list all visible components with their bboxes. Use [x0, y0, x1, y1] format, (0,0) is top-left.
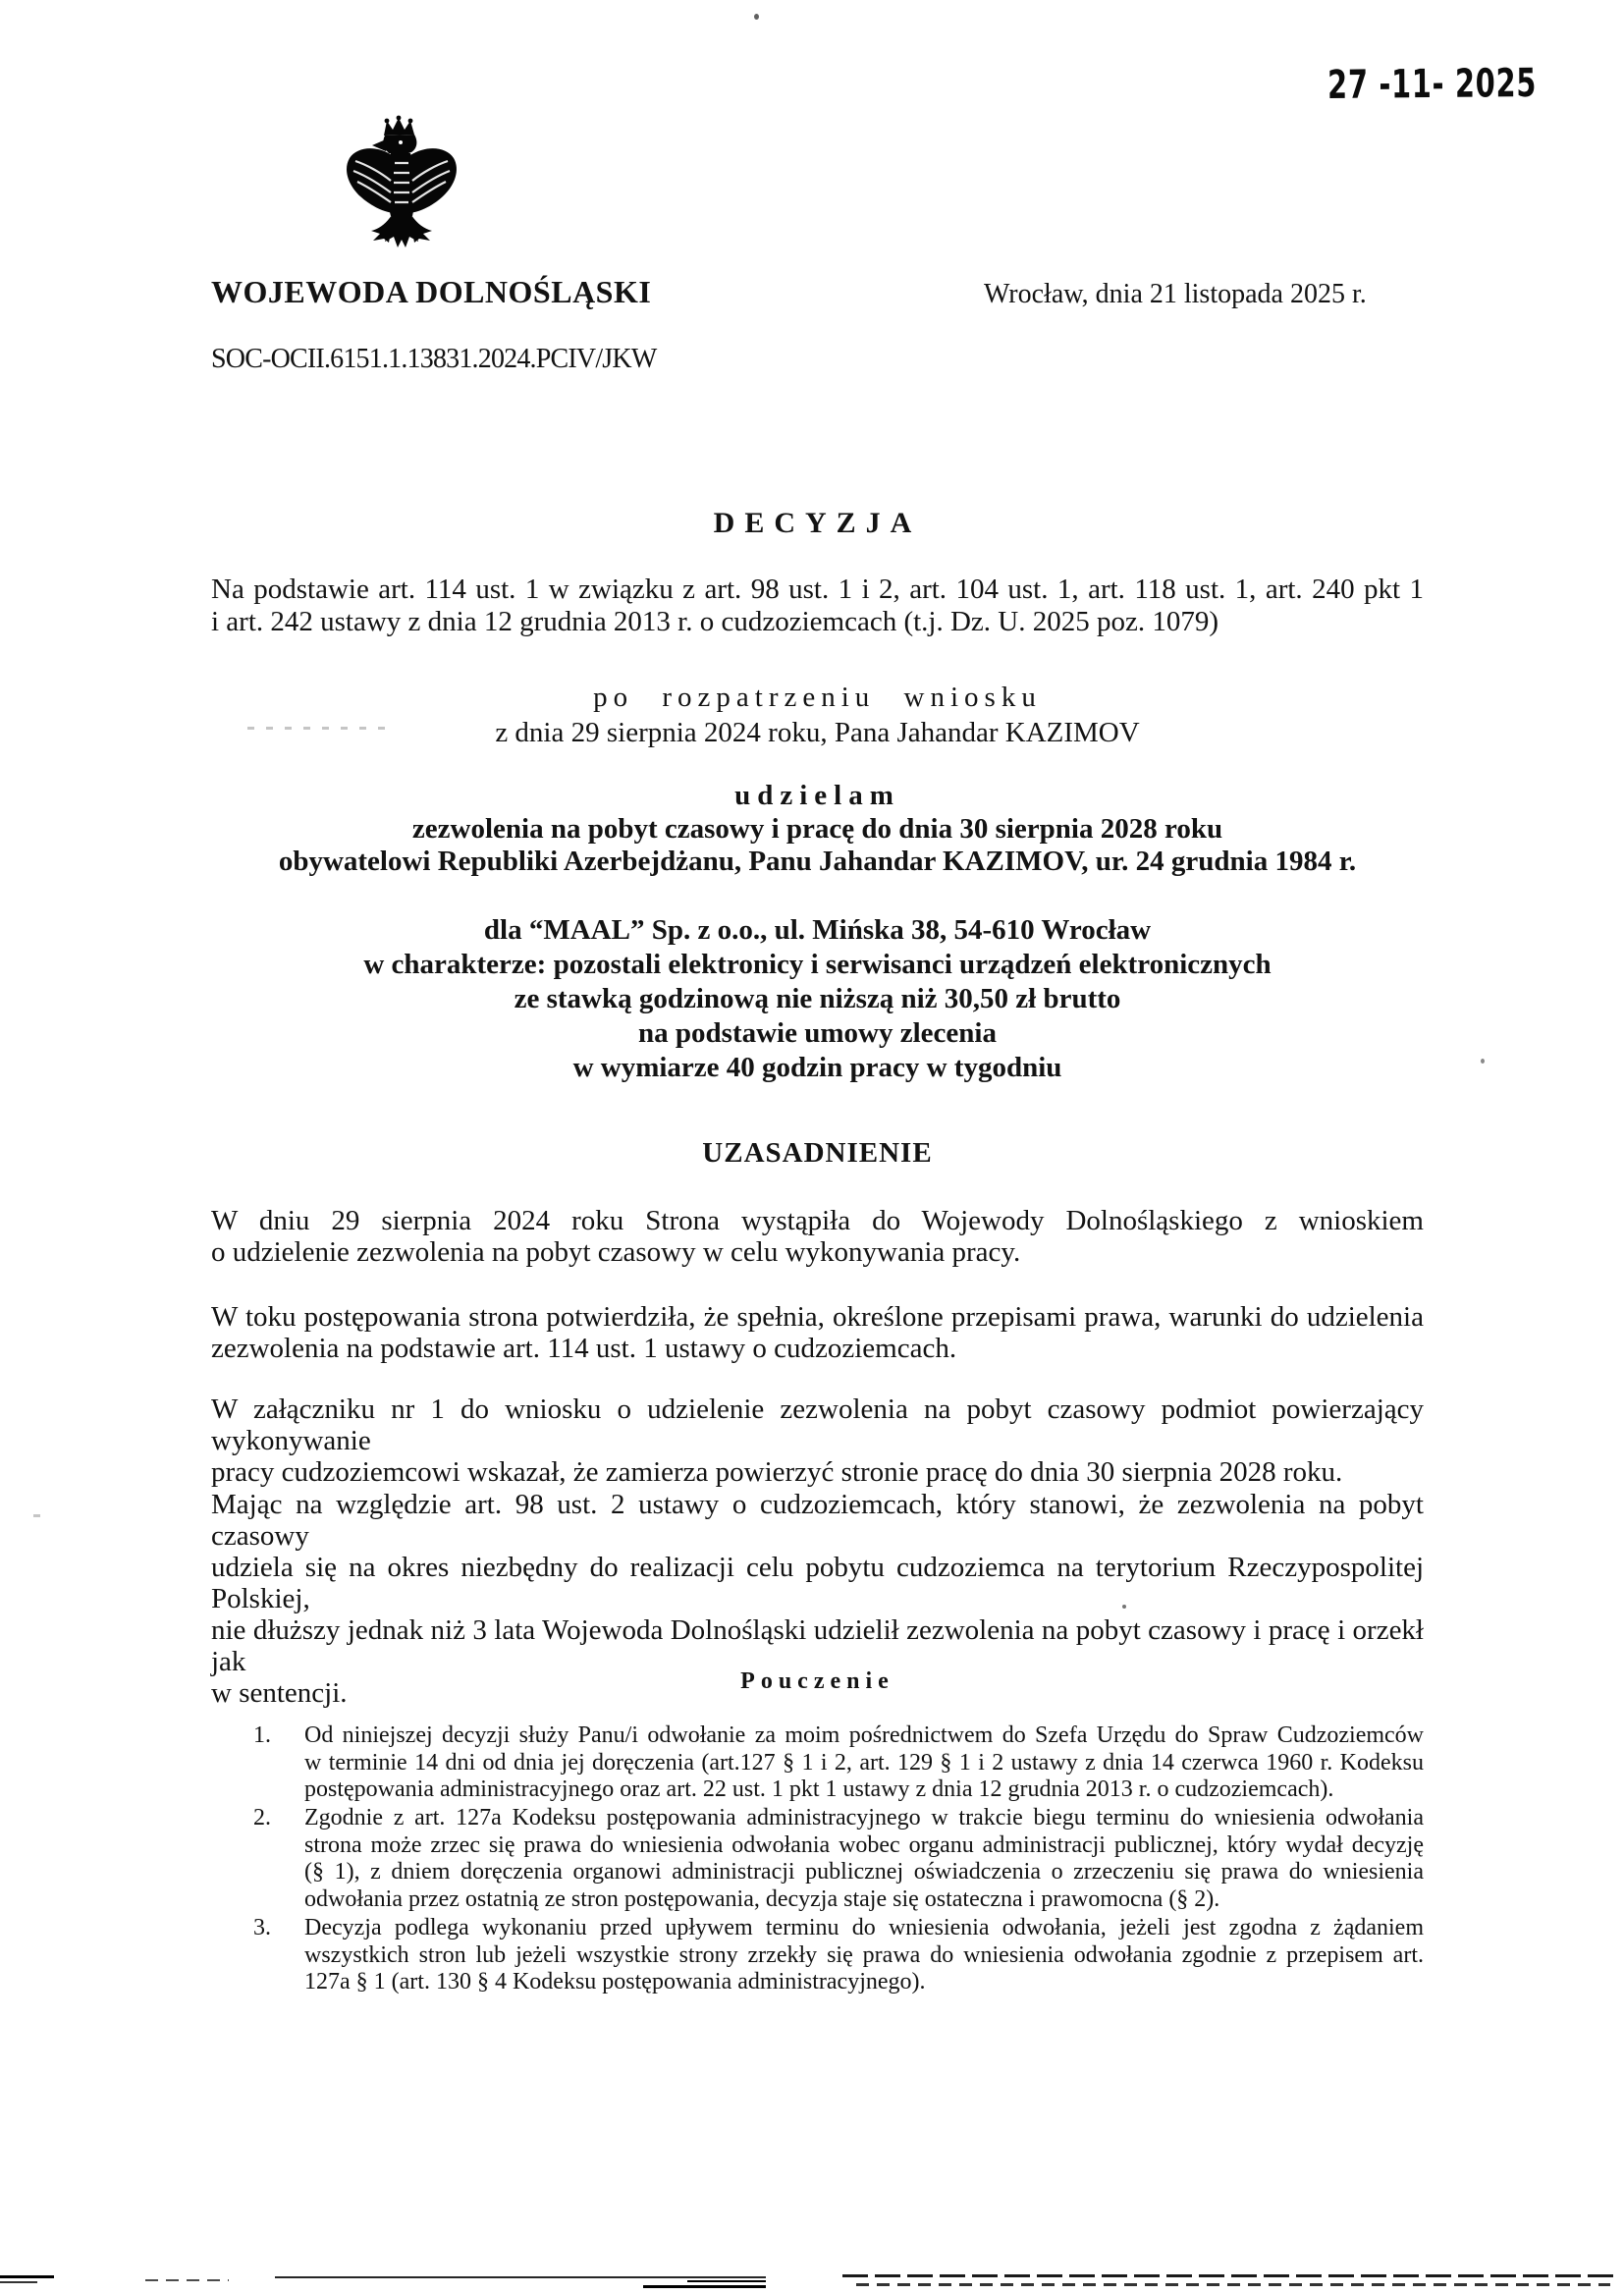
scan-artifact [687, 2280, 766, 2282]
grant-keyword: udzielam [734, 780, 900, 811]
working-time-line: w wymiarze 40 godzin pracy w tygodniu [572, 1052, 1062, 1083]
coat-of-arms [340, 114, 463, 261]
occupation-line: w charakterze: pozostali elektronicy i serwisanci urządzeń elektronicznych [363, 949, 1272, 980]
instruction-line: Od niniejszej decyzji służy Panu/i odwołanie za moim pośrednictwem do Szefa Urzędu do Spraw Cudzoziemców [304, 1722, 1424, 1748]
scan-artifact [145, 2279, 229, 2281]
instruction-line: odwołania przez ostatnią ze stron postępowania, decyzja staje się ostateczna i prawomocna (§ 2). [304, 1885, 1220, 1912]
justification-paragraph [211, 1205, 1424, 1268]
instruction-line: wszystkich stron lub jeżeli wszystkie strony zrzekły się prawa do wniesienia odwołania zgodnie z przepisem art. [304, 1941, 1424, 1968]
instruction-line: w terminie 14 dni od dnia jej doręczenia (art.127 § 1 i 2, art. 129 § 1 i 2 ustawy z dnia 14 czerwca 1960 r. Kodeksu [304, 1749, 1424, 1776]
grant-line: zezwolenia na pobyt czasowy i pracę do dnia 30 sierpnia 2028 roku [411, 813, 1223, 845]
justification-line: W dniu 29 sierpnia 2024 roku Strona wystąpiła do Wojewody Dolnośląskiego z wnioskiem [211, 1205, 1424, 1236]
justification-paragraph [211, 1393, 1424, 1488]
employment-conditions-block [211, 913, 1424, 1085]
justification-line: pracy cudzoziemcowi wskazał, że zamierza powierzyć stronie pracę do dnia 30 sierpnia 2028 roku. [211, 1456, 1343, 1488]
justification-line: nie dłuższy jednak niż 3 lata Wojewoda Dolnośląski udzielił zezwolenia na pobyt czasowy i pracę i orzekł jak [211, 1614, 1424, 1677]
instruction-title: Pouczenie [740, 1668, 894, 1694]
wage-line: ze stawką godzinową nie niższą niż 30,50 zł brutto [514, 983, 1121, 1014]
place-date-line: Wrocław, dnia 21 listopada 2025 r. [984, 279, 1367, 309]
scan-artifact [1481, 1059, 1485, 1064]
scan-artifact [275, 2276, 766, 2278]
justification-line: udziela się na okres niezbędny do realizacji celu pobytu cudzoziemca na terytorium Rzeczypospolitej Polskiej, [211, 1552, 1424, 1614]
grant-line: obywatelowi Republiki Azerbejdżanu, Panu Jahandar KAZIMOV, ur. 24 grudnia 1984 r. [278, 846, 1357, 877]
scan-artifact [643, 2285, 766, 2288]
instruction-item [253, 1805, 1424, 1913]
instruction-item [253, 1915, 1424, 1996]
legal-basis-paragraph [211, 574, 1424, 638]
instruction-line: 127a § 1 (art. 130 § 4 Kodeksu postępowania administracyjnego). [304, 1969, 926, 1994]
item-number: 3. [253, 1915, 271, 1940]
legal-basis-line: i art. 242 ustawy z dnia 12 grudnia 2013 r. o cudzoziemcach (t.j. Dz. U. 2025 poz. 1079) [211, 606, 1219, 637]
scan-artifact [1122, 1605, 1126, 1609]
scan-artifact [842, 2274, 1620, 2277]
instruction-line: Zgodnie z art. 127a Kodeksu postępowania administracyjnego w trakcie biegu terminu do wniesienia odwołania [304, 1805, 1424, 1831]
justification-line: W załączniku nr 1 do wniosku o udzielenie zezwolenia na pobyt czasowy podmiot powierzający wykonywanie [211, 1393, 1424, 1456]
instruction-line: (§ 1), z dniem doręczenia organowi administracji publicznej oświadczenia o zrzeczeniu się prawa do wniesienia [304, 1859, 1424, 1885]
item-number: 2. [253, 1805, 271, 1831]
justification-paragraph [211, 1301, 1424, 1364]
justification-line: o udzielenie zezwolenia na pobyt czasowy w celu wykonywania pracy. [211, 1236, 1021, 1268]
consideration-block [211, 680, 1424, 750]
justification-line: W toku postępowania strona potwierdziła, że spełnia, określone przepisami prawa, warunki do udzielenia [211, 1301, 1424, 1333]
justification-line: w sentencji. [211, 1677, 348, 1709]
scan-artifact [0, 2275, 54, 2278]
item-number: 1. [253, 1722, 271, 1748]
instruction-line: Decyzja podlega wykonaniu przed upływem terminu do wniesienia odwołania, jeżeli jest zgodna z żądaniem [304, 1915, 1424, 1940]
consideration-line: z dnia 29 sierpnia 2024 roku, Pana Jahandar KAZIMOV [495, 717, 1140, 748]
consideration-line: po rozpatrzeniu wniosku [593, 682, 1042, 713]
scan-artifact [247, 727, 387, 730]
instruction-item [253, 1722, 1424, 1804]
instruction-line: strona może zrzec się prawa do wniesienia odwołania wobec organu administracji publicznej, który wydał decyzję [304, 1831, 1424, 1858]
case-number: SOC-OCII.6151.1.13831.2024.PCIV/JKW [211, 344, 657, 374]
scan-artifact [0, 2281, 37, 2283]
employer-line: dla “MAAL” Sp. z o.o., ul. Mińska 38, 54-610 Wrocław [483, 914, 1152, 946]
justification-title: UZASADNIENIE [702, 1137, 933, 1169]
grant-block [211, 813, 1424, 878]
scan-artifact [33, 1514, 49, 1517]
decision-title: DECYZJA [713, 507, 922, 539]
scan-artifact [754, 14, 759, 20]
scan-artifact [856, 2283, 1610, 2286]
date-stamp: 27 -11- 2025 [1327, 60, 1538, 108]
polish-eagle-icon [340, 114, 463, 261]
legal-basis-line: Na podstawie art. 114 ust. 1 w związku z art. 98 ust. 1 i 2, art. 104 ust. 1, art. 118 ust. 1, art. 240 pkt 1 [211, 574, 1424, 605]
instruction-line: postępowania administracyjnego oraz art. 22 ust. 1 pkt 1 ustawy z dnia 12 grudnia 2013 r. o cudzoziemcach). [304, 1776, 1334, 1802]
justification-line: zezwolenia na podstawie art. 114 ust. 1 ustawy o cudzoziemcach. [211, 1333, 957, 1364]
justification-line: Mając na względzie art. 98 ust. 2 ustawy o cudzoziemcach, który stanowi, że zezwolenia na pobyt czasowy [211, 1489, 1424, 1552]
contract-type-line: na podstawie umowy zlecenia [638, 1017, 997, 1049]
authority-name: WOJEWODA DOLNOŚLĄSKI [211, 274, 652, 309]
